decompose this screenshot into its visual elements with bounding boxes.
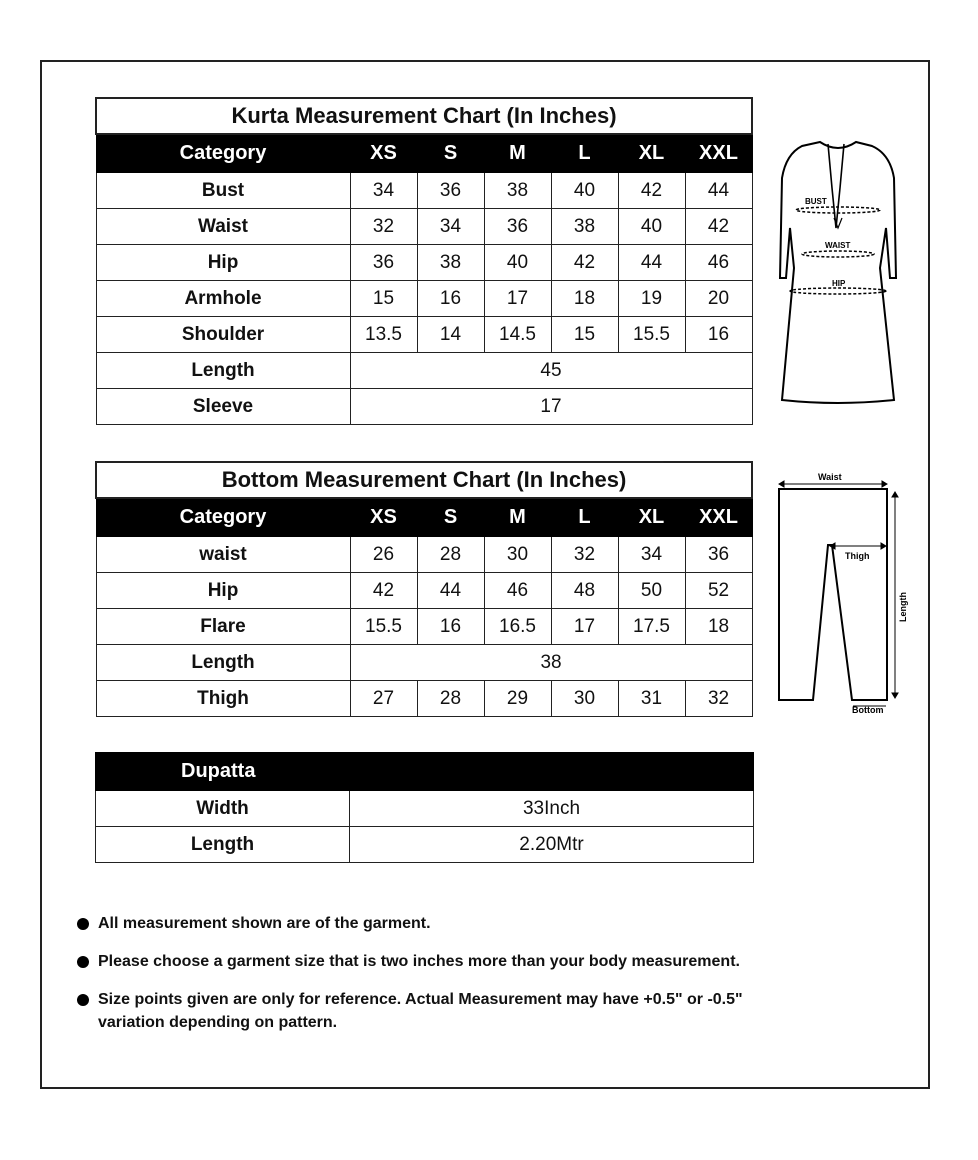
waist-label: WAIST: [825, 241, 851, 250]
header-size: S: [417, 498, 484, 537]
table-row: [96, 317, 752, 353]
table-cell: 38: [484, 173, 551, 209]
table-cell: 16.5: [484, 609, 551, 645]
table-row: [96, 537, 752, 573]
table-cell: 44: [618, 245, 685, 281]
table-cell: 16: [417, 609, 484, 645]
table-cell: 14: [417, 317, 484, 353]
table-row: [96, 245, 752, 281]
table-cell: 17: [484, 281, 551, 317]
table-cell: 30: [551, 681, 618, 717]
table-cell-merged: 17: [350, 389, 752, 425]
table-cell: 18: [685, 609, 752, 645]
table-cell-merged: 38: [350, 645, 752, 681]
header-size: XXL: [685, 498, 752, 537]
table-cell: 15: [350, 281, 417, 317]
table-cell: 30: [484, 537, 551, 573]
trouser-outline: [779, 489, 887, 700]
table-cell: 17: [551, 609, 618, 645]
bottom-diagram-label: Bottom: [852, 705, 884, 715]
table-cell-merged: 45: [350, 353, 752, 389]
row-label: Sleeve: [96, 389, 350, 425]
row-label: Length: [96, 645, 350, 681]
table-row: [96, 681, 752, 717]
header-category: Category: [96, 498, 350, 537]
table-cell: 50: [618, 573, 685, 609]
bullet-icon: [77, 994, 89, 1006]
bullet-icon: [77, 918, 89, 930]
row-label: Flare: [96, 609, 350, 645]
table-cell: 34: [350, 173, 417, 209]
header-size: XL: [618, 498, 685, 537]
row-label: Width: [96, 791, 350, 827]
bottom-measurement-table: [95, 461, 753, 717]
list-item: [75, 950, 755, 973]
table-row: [96, 209, 752, 245]
header-size: M: [484, 498, 551, 537]
table-cell: 42: [551, 245, 618, 281]
table-cell: 44: [685, 173, 752, 209]
row-label: Hip: [96, 573, 350, 609]
bottom-chart-title: Bottom Measurement Chart (In Inches): [96, 462, 752, 498]
waist-diagram-label: Waist: [818, 472, 842, 482]
table-row: [96, 645, 752, 681]
table-cell: 16: [685, 317, 752, 353]
header-size: XS: [350, 498, 417, 537]
waist-line: [802, 251, 874, 257]
note-text: Size points given are only for reference. Actual Measurement may have +0.5" or -0.5" variation depending on pattern.: [98, 991, 743, 1031]
header-size: XS: [350, 134, 417, 173]
table-cell: 52: [685, 573, 752, 609]
table-cell: 34: [417, 209, 484, 245]
table-cell: 2.20Mtr: [350, 827, 754, 863]
table-cell: 38: [551, 209, 618, 245]
table-cell: 19: [618, 281, 685, 317]
table-row: [96, 281, 752, 317]
row-label: Waist: [96, 209, 350, 245]
row-label: Length: [96, 827, 350, 863]
table-cell: 46: [685, 245, 752, 281]
bottom-diagram: [770, 470, 915, 720]
table-cell: 36: [417, 173, 484, 209]
table-cell: 36: [350, 245, 417, 281]
kurta-chart-title: Kurta Measurement Chart (In Inches): [96, 98, 752, 134]
table-cell: 32: [350, 209, 417, 245]
table-row: [96, 173, 752, 209]
kurta-measurement-table: [95, 97, 753, 425]
header-size: XL: [618, 134, 685, 173]
list-item: [75, 988, 755, 1034]
kurta-placket: [828, 144, 844, 228]
row-label: Length: [96, 353, 350, 389]
header-size: L: [551, 134, 618, 173]
notes-list: [75, 912, 755, 1049]
length-diagram-label: Length: [898, 592, 908, 622]
table-cell: 42: [685, 209, 752, 245]
row-label: Bust: [96, 173, 350, 209]
hip-line: [790, 288, 886, 294]
row-label: Shoulder: [96, 317, 350, 353]
table-cell: 48: [551, 573, 618, 609]
table-cell: 42: [618, 173, 685, 209]
table-row: [96, 609, 752, 645]
bullet-icon: [77, 956, 89, 968]
table-cell: 14.5: [484, 317, 551, 353]
table-cell: 15.5: [618, 317, 685, 353]
table-row: [96, 389, 752, 425]
table-cell: 36: [685, 537, 752, 573]
table-cell: 46: [484, 573, 551, 609]
table-cell: 27: [350, 681, 417, 717]
table-cell: 13.5: [350, 317, 417, 353]
hip-label: HIP: [832, 279, 846, 288]
table-cell: 16: [417, 281, 484, 317]
list-item: [75, 912, 755, 935]
note-text: All measurement shown are of the garment.: [98, 915, 431, 932]
table-row: [96, 827, 754, 863]
header-size: L: [551, 498, 618, 537]
table-cell: 15.5: [350, 609, 417, 645]
table-cell: 28: [417, 537, 484, 573]
table-cell: 38: [417, 245, 484, 281]
table-cell: 28: [417, 681, 484, 717]
bottom-header-row: [96, 498, 752, 537]
table-cell: 18: [551, 281, 618, 317]
kurta-diagram: [772, 138, 904, 408]
table-cell: 31: [618, 681, 685, 717]
kurta-outline: [780, 142, 896, 403]
row-label: waist: [96, 537, 350, 573]
header-size: M: [484, 134, 551, 173]
table-cell: 40: [551, 173, 618, 209]
table-cell: 33Inch: [350, 791, 754, 827]
table-cell: 42: [350, 573, 417, 609]
row-label: Armhole: [96, 281, 350, 317]
table-row: [96, 353, 752, 389]
row-label: Hip: [96, 245, 350, 281]
header-size: S: [417, 134, 484, 173]
table-cell: 32: [551, 537, 618, 573]
header-size: XXL: [685, 134, 752, 173]
table-cell: 32: [685, 681, 752, 717]
table-cell: 40: [618, 209, 685, 245]
row-label: Thigh: [96, 681, 350, 717]
header-category: Category: [96, 134, 350, 173]
table-cell: 20: [685, 281, 752, 317]
thigh-diagram-label: Thigh: [845, 551, 870, 561]
note-text: Please choose a garment size that is two inches more than your body measurement.: [98, 953, 740, 970]
table-row: [96, 791, 754, 827]
table-cell: 17.5: [618, 609, 685, 645]
dupatta-table: [95, 752, 754, 863]
table-cell: 29: [484, 681, 551, 717]
table-cell: 34: [618, 537, 685, 573]
table-cell: 36: [484, 209, 551, 245]
table-cell: 15: [551, 317, 618, 353]
table-cell: 26: [350, 537, 417, 573]
bust-label: BUST: [805, 197, 827, 206]
kurta-header-row: [96, 134, 752, 173]
table-cell: 40: [484, 245, 551, 281]
table-row: [96, 573, 752, 609]
table-cell: 44: [417, 573, 484, 609]
dupatta-title: Dupatta: [96, 753, 754, 791]
